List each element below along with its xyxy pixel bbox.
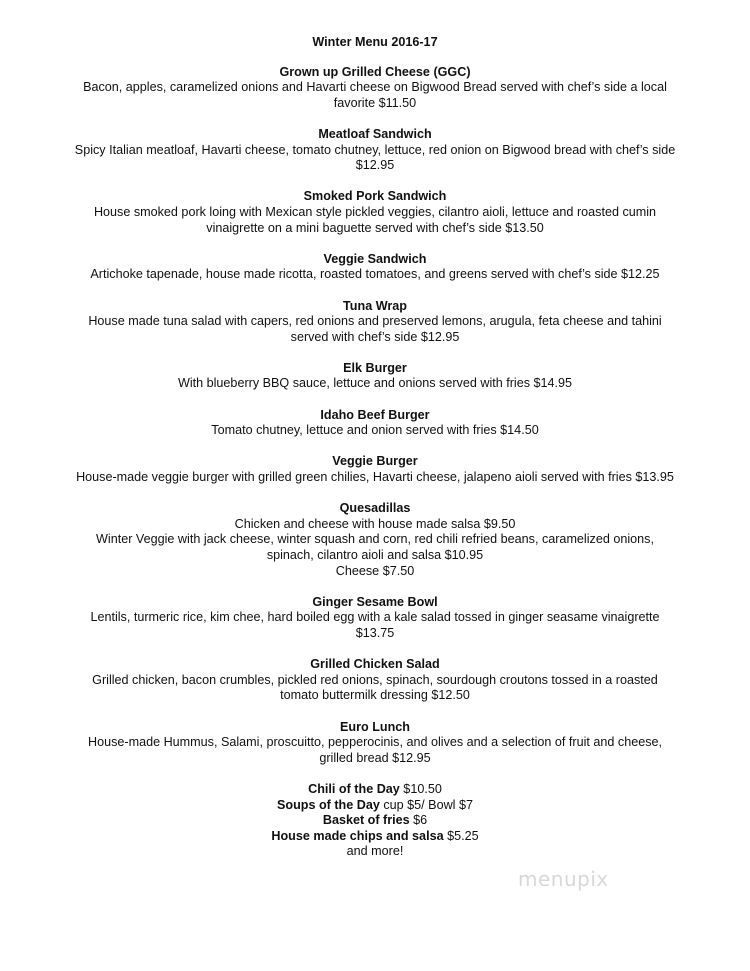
item-description [0,267,750,283]
item-name: Idaho Beef Burger [320,407,430,422]
footer-note: and more! [346,844,404,859]
menu-item [0,657,750,704]
item-description-line: grilled bread $12.95 [319,750,431,765]
item-description [0,517,750,579]
item-description [0,80,750,111]
item-description-line: tomato buttermilk dressing $12.50 [280,688,470,703]
menu-item [0,454,750,485]
item-name: Elk Burger [343,360,407,375]
menu-item [0,127,750,174]
item-name: Veggie Burger [332,454,418,469]
menu-item [0,252,750,283]
item-description [0,673,750,704]
item-description-line: $12.95 [355,158,395,173]
menu-item [0,361,750,392]
item-description-line: $13.75 [355,625,395,640]
item-name: Smoked Pork Sandwich [303,189,447,204]
extra-price: $6 [409,813,428,828]
item-description-line: Spicy Italian meatloaf, Havarti cheese, tomato chutney, lettuce, red onion on Bigwood bread with chef’s side [74,142,676,157]
extra-item [0,782,750,798]
item-description-line: Cheese $7.50 [335,563,415,578]
menu-item [0,720,750,767]
item-name: Quesadillas [339,501,411,516]
extra-name: House made chips and salsa [271,828,444,843]
item-description-line: Winter Veggie with jack cheese, winter squash and corn, red chili refried beans, caramelized onions, [96,532,654,547]
menu-item [0,501,750,579]
item-description-line: spinach, cilantro aioli and salsa $10.95 [266,548,484,562]
item-name: Grilled Chicken Salad [310,657,440,672]
extra-item [0,813,750,829]
item-description [0,423,750,439]
menu-page [0,35,750,860]
item-description [0,610,750,641]
extra-name: Chili of the Day [308,781,400,796]
item-description [0,205,750,236]
item-description-line: Artichoke tapenade, house made ricotta, roasted tomatoes, and greens served with chef’s side $12.25 [90,267,660,282]
item-description-line: House smoked pork loing with Mexican style pickled veggies, cilantro aioli, lettuce and roasted cumin [93,204,657,219]
item-description-line: House made tuna salad with capers, red onions and preserved lemons, arugula, feta cheese and tahini [88,314,662,329]
menu-item [0,189,750,236]
menu-items [0,65,750,767]
item-name: Grown up Grilled Cheese (GGC) [279,64,471,79]
item-description-line: Tomato chutney, lettuce and onion served with fries $14.50 [211,423,539,438]
extras-list [0,782,750,844]
extra-name: Basket of fries [322,813,410,828]
item-name: Ginger Sesame Bowl [312,594,438,609]
menu-item [0,65,750,112]
menupix-watermark: menupix [518,867,609,891]
item-name: Veggie Sandwich [323,251,427,266]
menu-item [0,299,750,346]
extra-item [0,829,750,845]
item-description-line: served with chef’s side $12.95 [290,329,460,344]
item-description-line: Lentils, turmeric rice, kim chee, hard boiled egg with a kale salad tossed in ginger seasame vinaigrette [90,610,660,625]
item-description [0,470,750,486]
item-description-line: Grilled chicken, bacon crumbles, pickled red onions, spinach, sourdough croutons tossed in a roasted [92,672,658,687]
item-description-line: favorite $11.50 [333,95,417,110]
menu-item [0,595,750,642]
item-description-line: Chicken and cheese with house made salsa $9.50 [234,516,516,531]
item-description-line: Bacon, apples, caramelized onions and Havarti cheese on Bigwood Bread served with chef’s side a local [83,80,667,95]
item-description-line: House-made Hummus, Salami, proscuitto, pepperocinis, and olives and a selection of fruit and cheese, [87,735,663,750]
item-description-line: vinaigrette on a mini baguette served with chef’s side $13.50 [206,220,544,235]
item-description [0,735,750,766]
extra-price: $10.50 [399,781,442,796]
extra-price: cup $5/ Bowl $7 [379,797,473,812]
item-description [0,314,750,345]
menu-title: Winter Menu 2016-17 [312,35,438,49]
item-description [0,143,750,174]
extra-item [0,798,750,814]
item-name: Meatloaf Sandwich [318,126,432,141]
extra-name: Soups of the Day [277,797,380,812]
item-name: Euro Lunch [340,719,410,734]
item-description [0,376,750,392]
item-description-line: House-made veggie burger with grilled green chilies, Havarti cheese, jalapeno aioli served with fries $13.95 [76,470,674,485]
extra-price: $5.25 [443,828,479,843]
menu-item [0,408,750,439]
item-name: Tuna Wrap [343,298,407,313]
item-description-line: With blueberry BBQ sauce, lettuce and onions served with fries $14.95 [177,376,573,391]
